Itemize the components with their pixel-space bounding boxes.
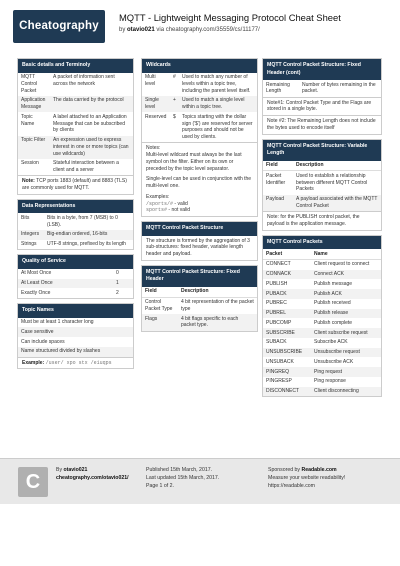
desc-cell: 4 bit representation of the packet type: [181, 299, 254, 312]
term-cell: Multi level: [145, 74, 156, 87]
symbol-cell: $: [173, 113, 176, 120]
footer-by: By: [56, 467, 63, 473]
column-1: [17, 58, 134, 373]
table-row: [18, 230, 133, 240]
table-row: [263, 270, 381, 280]
basic-details-box: [17, 58, 134, 195]
value-cell: 0: [116, 270, 119, 277]
example-code: /user/ xpo stx /eiuqps: [45, 359, 112, 366]
list-item: [18, 347, 133, 357]
byline-via: via: [156, 27, 165, 33]
note-label: Note #2:: [267, 118, 286, 125]
note-text: The Remaining Length does not include the bytes used to encode itself: [267, 118, 376, 131]
table-row: [263, 377, 381, 387]
example-code: /sports/#: [146, 200, 174, 207]
page-title: MQTT - Lightweight Messaging Protocol Cheat Sheet: [119, 12, 341, 23]
packet-cell: PUBREC: [266, 300, 287, 307]
table-row: [18, 112, 133, 135]
term-cell: At Most Once: [21, 270, 52, 277]
column-3: [262, 58, 382, 401]
variable-length-box: [262, 139, 382, 231]
basic-table: [18, 73, 133, 176]
packet-cell: PUBCOMP: [266, 319, 292, 326]
section-title: MQTT Control Packet Structure: Variable Length: [263, 140, 381, 161]
page-header: [0, 0, 400, 52]
footer-profile-link[interactable]: cheatography.com/otavio021/: [56, 475, 129, 482]
section-text: The structure is formed by the aggregation of 3 sub-structures: fixed header, variable length header and payload.: [146, 237, 250, 258]
name-cell: Ping response: [314, 378, 346, 385]
desc-cell: Stateful interaction between a client and a server: [53, 160, 119, 174]
table-row: [263, 171, 381, 195]
desc-cell: Used to establish a relationship between different MQTT Control Packets: [296, 172, 368, 193]
section-title: Basic details and Terminoly: [18, 59, 133, 73]
field-cell: Payload: [263, 195, 293, 212]
note-text: Control Packet Type and the Flags are stored in a single byte.: [267, 99, 372, 113]
table-row: [142, 96, 257, 113]
table-row: [142, 112, 257, 142]
table-header-row: [142, 287, 257, 297]
desc-cell: An expression used to express interest in one or more topics (can use wildcards): [50, 136, 133, 159]
example-code: sports#: [146, 207, 168, 214]
note-2: [263, 115, 381, 134]
note-1: [263, 97, 381, 116]
list-item-text: Must be at least 1 character long: [21, 319, 94, 326]
topics-table: [18, 318, 133, 357]
name-cell: Ping request: [311, 367, 381, 377]
table-row: [142, 73, 257, 96]
table-row: [263, 309, 381, 319]
table-row: [18, 96, 133, 113]
symbol-cell: +: [170, 96, 179, 113]
table-row: [263, 318, 381, 328]
table-row: [18, 240, 133, 250]
packet-cell: PINGRESP: [266, 378, 292, 385]
table-row: [263, 80, 381, 97]
desc-cell: Used to match a single level within a topic tree.: [179, 96, 257, 113]
name-cell: Publish complete: [314, 319, 353, 326]
published-date: Published 15th March, 2017.: [146, 467, 213, 473]
name-cell: Unsubscribe request: [311, 348, 381, 358]
fixed-header-cont-box: [262, 58, 382, 135]
example-note: - valid: [174, 200, 188, 207]
page-number: Page 1 of 2.: [146, 483, 174, 490]
desc-cell: A label attached to an Application Message that can be subscribed by clients: [53, 113, 127, 134]
name-cell: Publish received: [314, 300, 351, 307]
packet-cell: CONNECT: [266, 261, 291, 268]
section-title: MQTT Control Packet Structure: Fixed Header (cont): [263, 59, 381, 80]
table-row: [263, 289, 381, 299]
cheatography-logo[interactable]: Cheatography: [13, 10, 105, 43]
wildcards-box: [141, 58, 258, 217]
table-row: [142, 314, 257, 331]
sponsor-url[interactable]: https://readable.com: [268, 483, 316, 490]
term-cell: Single level: [142, 96, 170, 113]
desc-cell: The data carried by the protocol: [50, 96, 133, 113]
name-cell: Subscribe ACK: [314, 339, 348, 346]
desc-cell: A payload associated with the MQTT Control Packet: [293, 195, 381, 212]
basic-note: [18, 175, 133, 194]
footer-dates: [146, 466, 219, 490]
term-cell: Application Message: [18, 96, 50, 113]
list-item: [18, 327, 133, 337]
table-header-row: [263, 249, 381, 259]
page-footer: [0, 458, 400, 504]
desc-cell: Big-endian ordered, 16-bits: [44, 230, 133, 240]
table-row: [142, 297, 257, 314]
fixed-header-cont-table: [263, 80, 381, 97]
column-header: Description: [181, 288, 209, 295]
desc-cell: Topics starting with the dollar sign ('$') are reserved for server purposes and should not be used by clients.: [182, 113, 253, 141]
avatar[interactable]: C: [18, 467, 48, 497]
section-title: MQTT Control Packet Structure: Fixed Header: [142, 266, 257, 287]
packet-cell: CONNACK: [263, 270, 311, 280]
wildcards-table: [142, 73, 257, 143]
term-cell: Integers: [18, 230, 44, 240]
topic-example: [18, 357, 133, 369]
field-cell: Flags: [142, 314, 178, 331]
field-cell: Remaining Length: [266, 81, 290, 95]
footer-author-link[interactable]: otavio021: [63, 467, 88, 473]
fixed-header-box: [141, 265, 258, 332]
table-row: [18, 213, 133, 230]
packet-cell: SUBSCRIBE: [263, 328, 311, 338]
table-row: [263, 195, 381, 212]
fixed-header-table: [142, 287, 257, 331]
desc-cell: A packet of information sent across the network: [53, 74, 115, 87]
table-row: [263, 387, 381, 397]
example-valid: [146, 201, 253, 208]
datarep-table: [18, 213, 133, 249]
term-cell: MQTT Control Packet: [21, 74, 38, 94]
sponsor-label: Sponsored by: [268, 467, 301, 473]
table-header-row: [263, 161, 381, 171]
table-row: [263, 279, 381, 289]
note-label: Note:: [22, 178, 35, 185]
byline: [119, 26, 260, 34]
name-cell: Unsubscribe ACK: [314, 358, 354, 365]
name-cell: Connect ACK: [311, 270, 381, 280]
packet-cell: PUBREL: [263, 309, 311, 319]
footer-author: [56, 466, 129, 482]
table-row: [263, 357, 381, 367]
note-label: Note#1:: [267, 99, 285, 106]
control-packets-table: [263, 249, 381, 396]
name-cell: Client request to connect: [314, 261, 370, 268]
term-cell: Exactly Once: [21, 289, 51, 296]
packet-cell: UNSUBACK: [266, 358, 294, 365]
section-title: Wildcards: [142, 59, 257, 73]
list-item-text: Name structured divided by slashes: [18, 347, 133, 357]
list-item-text: Case sensitive: [18, 327, 133, 337]
example-note: - not valid: [168, 207, 191, 214]
packet-cell: UNSUBSCRIBE: [263, 348, 311, 358]
section-title: Data Representations: [18, 200, 133, 214]
name-cell: Client subscribe request: [311, 328, 381, 338]
table-row: [263, 348, 381, 358]
footer-sponsor: [268, 466, 345, 490]
column-header: Field: [266, 162, 278, 169]
data-representations-box: [17, 199, 134, 251]
packet-structure-box: [141, 221, 258, 261]
table-row: [18, 288, 133, 298]
notes-label: Notes:: [146, 145, 161, 152]
byline-by: by: [119, 27, 126, 33]
example-label: Example:: [22, 359, 45, 366]
variable-note: Note: for the PUBLISH control packet, the payload is the application message.: [263, 211, 381, 230]
qos-box: [17, 254, 134, 299]
column-header: Description: [296, 162, 324, 169]
column-2: [141, 58, 258, 336]
column-header: Field: [145, 288, 157, 295]
section-title: MQTT Control Packets: [263, 236, 381, 250]
table-row: [18, 159, 133, 176]
table-row: [18, 269, 133, 279]
symbol-cell: #: [173, 74, 176, 81]
table-row: [263, 328, 381, 338]
field-cell: Control Packet Type: [145, 299, 173, 312]
list-item: [18, 337, 133, 347]
section-title: Quality of Service: [18, 255, 133, 269]
table-row: [263, 299, 381, 309]
term-cell: Topic Filter: [18, 136, 50, 159]
author-link[interactable]: otavio021: [127, 27, 155, 33]
term-cell: Session: [21, 160, 39, 167]
section-title: MQTT Control Packet Structure: [142, 222, 257, 236]
column-header: Packet: [266, 250, 283, 257]
packet-cell: PUBLISH: [266, 280, 288, 287]
desc-cell: UTF-8 strings, prefixed by its length: [47, 241, 126, 248]
desc-cell: 4 bit flags specific to each packet type.: [178, 314, 257, 331]
packet-cell: PUBACK: [263, 289, 311, 299]
value-cell: 2: [116, 289, 119, 296]
column-header: Name: [314, 250, 328, 257]
desc-cell: Used to match any number of levels within a topic tree, including the parent level itself.: [182, 74, 251, 94]
field-cell: Packet Identifier: [266, 172, 286, 186]
variable-length-table: [263, 161, 381, 212]
note-text: TCP ports 1883 (default) and 8883 (TLS) are commonly used for MQTT.: [22, 178, 127, 192]
packet-cell: DISCONNECT: [263, 387, 311, 397]
term-cell: Topic Name: [21, 113, 35, 127]
control-packets-box: [262, 235, 382, 398]
table-row: [18, 73, 133, 96]
note-text: Single-level can be used in conjunction with the multi-level one.: [146, 176, 252, 190]
term-cell: At Least Once: [18, 279, 113, 289]
packet-cell: SUBACK: [266, 339, 287, 346]
note-text: Multi-level wildcard must always be the last symbol on the filter. Either on its own or preceded by the topic level separator.: [146, 152, 242, 172]
name-cell: Publish ACK: [311, 289, 381, 299]
list-item-text: Can include spaces: [21, 338, 65, 345]
table-row: [18, 279, 133, 289]
wildcards-notes: [142, 142, 257, 216]
packet-cell: PINGREQ: [263, 367, 311, 377]
term-cell: Bits: [21, 214, 30, 221]
desc-cell: Number of bytes remaining in the packet.: [302, 81, 376, 95]
name-cell: Client disconnecting: [311, 387, 381, 397]
topic-names-box: [17, 303, 134, 369]
section-title: Topic Names: [18, 304, 133, 318]
table-row: [18, 136, 133, 159]
name-cell: Publish release: [311, 309, 381, 319]
term-cell: Strings: [21, 241, 37, 248]
table-row: [263, 259, 381, 269]
value-cell: 1: [113, 279, 133, 289]
table-row: [263, 367, 381, 377]
term-cell: Reserved: [145, 113, 167, 120]
sponsor-text: Measure your website readability!: [268, 475, 346, 482]
qos-table: [18, 269, 133, 298]
sponsor-link[interactable]: Readable.com: [301, 467, 337, 473]
examples-label: Examples:: [146, 193, 170, 200]
name-cell: Publish message: [314, 280, 353, 287]
example-invalid: [146, 207, 253, 214]
table-row: [263, 338, 381, 348]
sheet-url[interactable]: cheatography.com/35559/cs/11177/: [165, 27, 260, 33]
updated-date: Last updated 15th March, 2017.: [146, 475, 220, 482]
desc-cell: Bits in a byte, from 7 (MSB) to 0 (LSB).: [47, 214, 118, 228]
list-item: [18, 318, 133, 328]
